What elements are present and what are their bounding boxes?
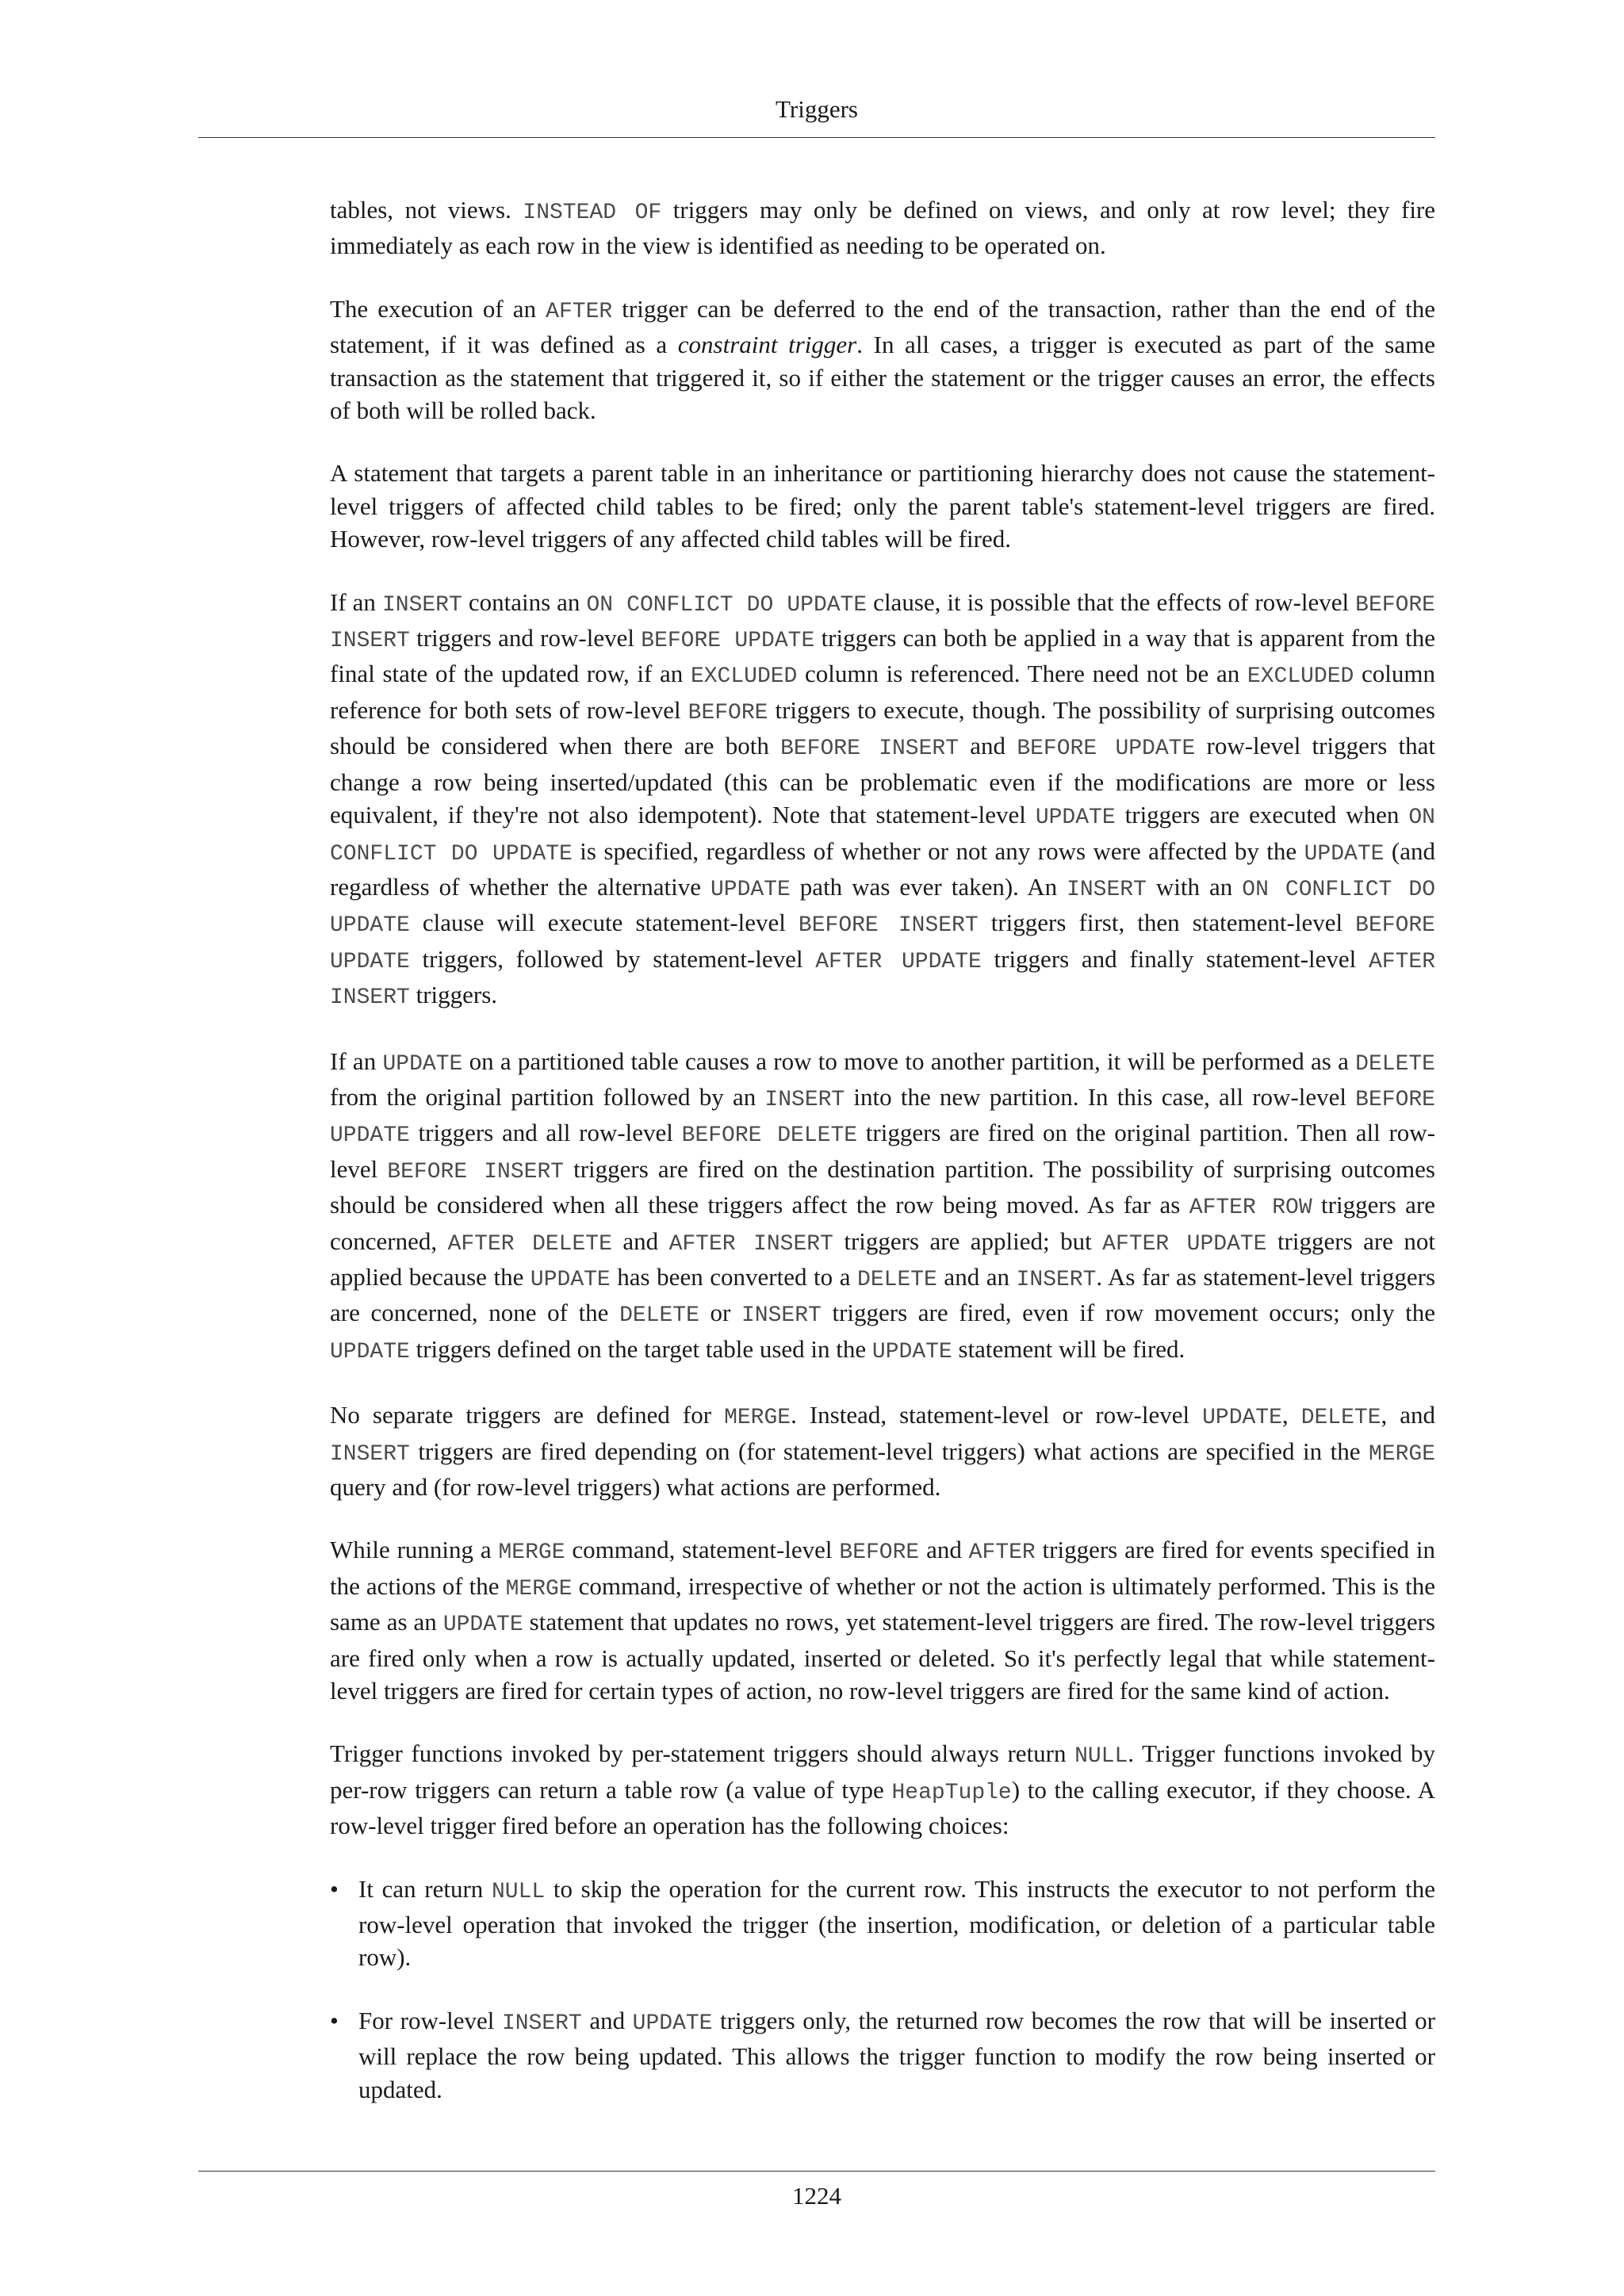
code-delete: DELETE <box>1300 1406 1381 1431</box>
code-after: AFTER <box>968 1540 1036 1566</box>
code-null: NULL <box>491 1879 546 1904</box>
code-before-insert: BEFORE INSERT <box>780 737 959 762</box>
code-update: UPDATE <box>871 1339 952 1364</box>
choices-list <box>330 1873 1435 2106</box>
paragraph-inheritance: A statement that targets a parent table in an inheritance or partitioning hierarchy does not cause the statement-level triggers of affected child tables to be fired; only the parent table's statement-level triggers are fired. However, row-level triggers of any affected child tables will be fired. <box>330 459 1435 553</box>
code-update: UPDATE <box>442 1613 523 1638</box>
paragraph-merge-no-triggers: No separate triggers are defined for MERGE. Instead, statement-level or row-level UPDATE, DELETE, and INSERT triggers are fired depending on (for statement-level triggers) what actions are specified in the MERGE query and (for row-level triggers) what actions are performed. <box>330 1401 1436 1501</box>
code-excluded: EXCLUDED <box>690 664 798 690</box>
code-before-delete: BEFORE DELETE <box>681 1123 858 1149</box>
paragraph-on-conflict: If an INSERT contains an ON CONFLICT DO UPDATE clause, it is possible that the effects of row-level BEFORE INSERT triggers and row-level BEFORE UPDATE triggers can both be applied in a way that is apparent from the final state of the updated row, if an EXCLUDED column is referenced. There need not be an EXCLUDED column reference for both sets of row-level BEFORE triggers to execute, though. The possibility of surprising outcomes should be considered when there are both BEFORE INSERT and BEFORE UPDATE row-level triggers that change a row being inserted/updated (this can be problematic even if the modifications are more or less equivalent, if they're not also idempotent). Note that statement-level UPDATE triggers are executed when ON CONFLICT DO UPDATE is specified, regardless of whether or not any rows were affected by the UPDATE (and regardless of whether the alternative UPDATE path was ever taken). An INSERT with an ON CONFLICT DO UPDATE clause will execute statement-level BEFORE INSERT triggers first, then statement-level BEFORE UPDATE triggers, followed by statement-level AFTER UPDATE triggers and finally statement-level AFTER INSERT triggers. <box>330 587 1436 1011</box>
list-item: • It can return NULL to skip the operation for the current row. This instructs the executor to not perform the row-level operation that invoked the trigger (the insertion, modification, or deletion of a particular table row). <box>330 1873 1435 1974</box>
code-heaptuple: HeapTuple <box>891 1780 1012 1805</box>
code-insert: INSERT <box>330 1441 410 1467</box>
paragraph-deferred-after: The execution of an AFTER trigger can be deferred to the end of the transaction, rather than the end of the statement, if it was defined as a constraint trigger. In all cases, a trigger is executed as part of the same transaction as the statement that triggered it, so if either the statement or the trigger causes an error, the effects of both will be rolled back. <box>330 294 1436 425</box>
bullet: • <box>330 1874 339 1903</box>
code-before-insert: BEFORE INSERT <box>330 592 1435 654</box>
code-update: UPDATE <box>530 1267 611 1292</box>
paragraph-trigger-return: Trigger functions invoked by per-statement triggers should always return NULL. Trigger functions invoked by per-row triggers can return a table row (a value of type HeapTuple) to the calling executor, if they choose. A row-level trigger fired before an operation has the following choices: <box>330 1739 1435 1840</box>
code-update: UPDATE <box>1035 806 1116 831</box>
code-instead-of: INSTEAD OF <box>523 201 662 225</box>
bullet: • <box>330 2006 339 2034</box>
code-on-conflict: ON CONFLICT DO UPDATE <box>586 592 868 618</box>
code-before-update: BEFORE UPDATE <box>330 913 1435 974</box>
code-after-delete: AFTER DELETE <box>447 1231 612 1257</box>
paragraph-partition-move: If an UPDATE on a partitioned table causes a row to move to another partition, it will be performed as a DELETE from the original partition followed by an INSERT into the new partition. In this case, all row-level BEFORE UPDATE triggers and all row-level BEFORE DELETE triggers are fired on the original partition. Then all row-level BEFORE INSERT triggers are fired on the destination partition. The possibility of surprising outcomes should be considered when all these triggers affect the row being moved. As far as AFTER ROW triggers are concerned, AFTER DELETE and AFTER INSERT triggers are applied; but AFTER UPDATE triggers are not applied because the UPDATE has been converted to a DELETE and an INSERT. As far as statement-level triggers are concerned, none of the DELETE or INSERT triggers are fired, even if row movement occurs; only the UPDATE triggers defined on the target table used in the UPDATE statement will be fired. <box>330 1047 1436 1364</box>
code-insert: INSERT <box>1067 877 1147 902</box>
code-excluded: EXCLUDED <box>1247 664 1354 690</box>
list-item: • For row-level INSERT and UPDATE triggers only, the returned row becomes the row that will be inserted or will replace the row being updated. This allows the trigger function to modify the row being inserted or updated. <box>330 2004 1435 2106</box>
code-after-row: AFTER ROW <box>1189 1196 1312 1221</box>
code-insert: INSERT <box>1016 1267 1097 1292</box>
term-constraint-trigger: constraint trigger <box>677 331 857 359</box>
code-before-update: BEFORE UPDATE <box>641 629 815 654</box>
code-merge: MERGE <box>505 1576 573 1601</box>
page-number: 1224 <box>792 2182 841 2210</box>
code-insert: INSERT <box>381 592 462 618</box>
code-update: UPDATE <box>710 877 791 902</box>
code-delete: DELETE <box>1355 1051 1435 1077</box>
page-content <box>330 193 1435 2136</box>
code-update: UPDATE <box>1202 1406 1282 1431</box>
running-header: Triggers <box>776 95 858 123</box>
code-merge: MERGE <box>498 1540 565 1566</box>
code-merge: MERGE <box>1368 1441 1435 1467</box>
paragraph-instead-of: tables, not views. INSTEAD OF triggers may only be defined on views, and only at row level; they fire immediately as each row in the view is identified as needing to be operated on. <box>330 196 1436 260</box>
code-on-conflict: ON CONFLICT DO UPDATE <box>330 877 1435 939</box>
code-update: UPDATE <box>330 1339 410 1364</box>
code-null: NULL <box>1074 1744 1128 1770</box>
paragraph-merge-running: While running a MERGE command, statement-level BEFORE and AFTER triggers are fired for events specified in the actions of the MERGE command, irrespective of whether or not the action is ultimately performed. This is the same as an UPDATE statement that updates no rows, yet statement-level triggers are fired. The row-level triggers are fired only when a row is actually updated, inserted or deleted. So it's perfectly legal that while statement-level triggers are fired for certain types of action, no row-level triggers are fired for the same kind of action. <box>330 1536 1435 1705</box>
code-before: BEFORE <box>688 700 768 725</box>
code-update: UPDATE <box>1304 841 1385 867</box>
code-merge: MERGE <box>724 1406 791 1431</box>
code-after-insert: AFTER INSERT <box>668 1231 833 1257</box>
code-delete: DELETE <box>857 1267 937 1292</box>
code-before-update: BEFORE UPDATE <box>1017 737 1196 762</box>
footer-rule <box>198 2171 1435 2172</box>
code-before-insert: BEFORE INSERT <box>387 1159 565 1184</box>
code-before-update: BEFORE UPDATE <box>330 1087 1435 1149</box>
code-update: UPDATE <box>632 2011 713 2036</box>
code-update: UPDATE <box>382 1051 463 1077</box>
code-delete: DELETE <box>619 1303 699 1329</box>
code-on-conflict: ON CONFLICT DO UPDATE <box>330 806 1435 867</box>
code-after-update: AFTER UPDATE <box>1102 1231 1267 1257</box>
code-after: AFTER <box>546 299 613 324</box>
code-insert: INSERT <box>764 1087 845 1112</box>
code-after-insert: AFTER INSERT <box>330 949 1435 1011</box>
header-rule <box>198 137 1435 138</box>
code-before: BEFORE <box>839 1540 920 1566</box>
code-before-insert: BEFORE INSERT <box>798 913 979 939</box>
code-after-update: AFTER UPDATE <box>815 949 982 974</box>
code-insert: INSERT <box>741 1303 822 1329</box>
code-insert: INSERT <box>501 2011 582 2036</box>
